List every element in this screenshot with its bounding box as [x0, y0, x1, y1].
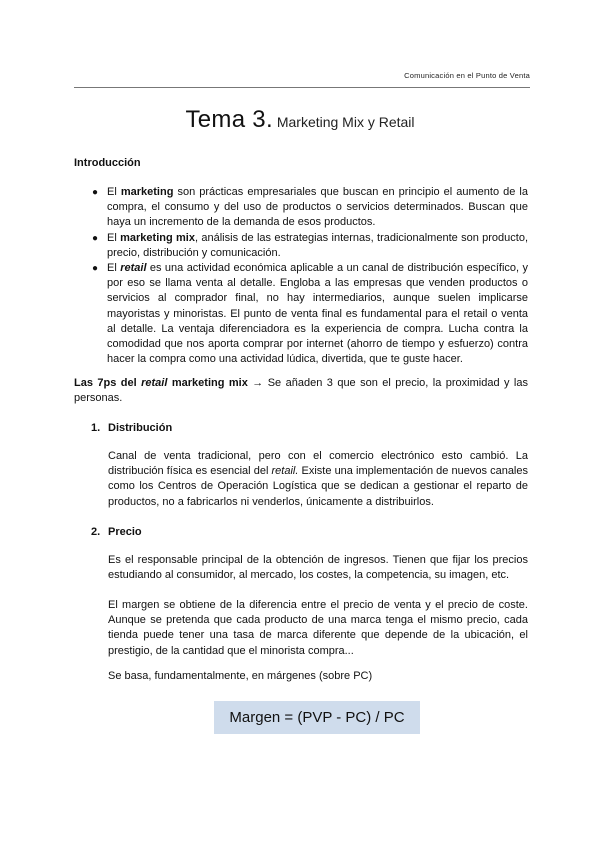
bullet-term: marketing	[120, 186, 174, 198]
distribucion-paragraph	[108, 449, 528, 510]
section-number: 2.	[91, 526, 101, 538]
running-header: Comunicación en el Punto de Venta	[404, 71, 530, 80]
section-title: Precio	[108, 526, 142, 538]
page-title	[0, 106, 600, 134]
section-distribucion-heading	[91, 422, 172, 434]
section-precio-heading	[91, 526, 142, 538]
precio-paragraph-3: Se basa, fundamentalmente, en márgenes (sobre PC)	[108, 670, 373, 682]
section-number: 1.	[91, 422, 101, 434]
paragraph-text: Existe una implementación de nuevos canales como los Centros de Operación Logística que se dedican a gestionar el reparto de productos, no a fabricarlos ni venderlos, únicamente a distribuirlos.	[108, 465, 528, 508]
sevenps-text: → Se añaden 3 que son el precio, la proximidad y las personas.	[74, 377, 528, 405]
bullet-retail	[92, 261, 528, 367]
bullet-term: marketing mix	[120, 231, 195, 244]
paragraph-italic: retail.	[271, 465, 299, 478]
bullet-text: son prácticas empresariales que buscan en principio el aumento de la compra, el consumo y del uso de productos o servicios determinados. Buscan que haya un incremento de la demanda de esos productos.	[107, 186, 528, 229]
precio-paragraph-1: Es el responsable principal de la obtención de ingresos. Tienen que fijar los precios estudiando al consumidor, al mercado, los costes, la competencia, su imagen, etc.	[108, 554, 528, 582]
bullet-text: El	[107, 262, 121, 275]
header-divider	[74, 87, 530, 88]
bullet-text: es una actividad económica aplicable a un canal de distribución específico, y por eso se llama venta al detalle. Engloba a las empresas que venden productos o servicios al comprador final, no hay intermediarios, aunque suelen implicarse mayoristas y minoristas. El punto de venta final es fundamental para el retail o venta al detalle. La ventaja diferenciadora es la experiencia de compra. Lucha contra la comodidad que nos aporta comprar por internet (ahorro de tiempo y esfuerzo) contra hacer la compra como una actividad lúdica, divertida, que te guste hacer.	[107, 262, 528, 366]
bullet-marketing	[92, 185, 528, 231]
bullet-text: , análisis de las estrategias internas, tradicionalmente son producto, precio, distribución y comunicación.	[107, 231, 529, 259]
paragraph-text: Canal de venta tradicional, pero con el comercio electrónico esto cambió. La distribución física es esencial del	[108, 450, 528, 478]
bullet-dot-icon: ●	[92, 232, 99, 244]
margin-formula: Margen = (PVP - PC) / PC	[229, 709, 405, 726]
bullet-text: El	[107, 186, 121, 198]
margin-formula-box	[214, 701, 420, 734]
title-subtitle: Marketing Mix y Retail	[272, 114, 415, 130]
intro-bullet-list	[92, 185, 528, 367]
sevenps-label: marketing mix	[167, 377, 248, 389]
bullet-dot-icon: ●	[92, 263, 99, 275]
bullet-term: retail	[120, 262, 147, 275]
sevenps-label-italic: retail	[141, 377, 168, 389]
sevenps-label: Las 7ps del	[74, 377, 142, 389]
bullet-marketing-mix	[92, 231, 528, 261]
section-title: Distribución	[108, 422, 173, 434]
precio-paragraph-2: El margen se obtiene de la diferencia entre el precio de venta y el precio de coste. Aunque se pretenda que cada producto de una marca tenga el mismo precio, cada tienda puede tener una tasa de marca diferente que depende de la ubicación, el prestigio, de la cantidad que el minorista compra...	[108, 599, 528, 657]
intro-heading: Introducción	[74, 157, 141, 169]
bullet-dot-icon: ●	[92, 187, 99, 198]
title-main: Tema 3.	[185, 106, 273, 133]
sevenps-paragraph	[74, 376, 528, 406]
bullet-text: El	[107, 231, 121, 244]
